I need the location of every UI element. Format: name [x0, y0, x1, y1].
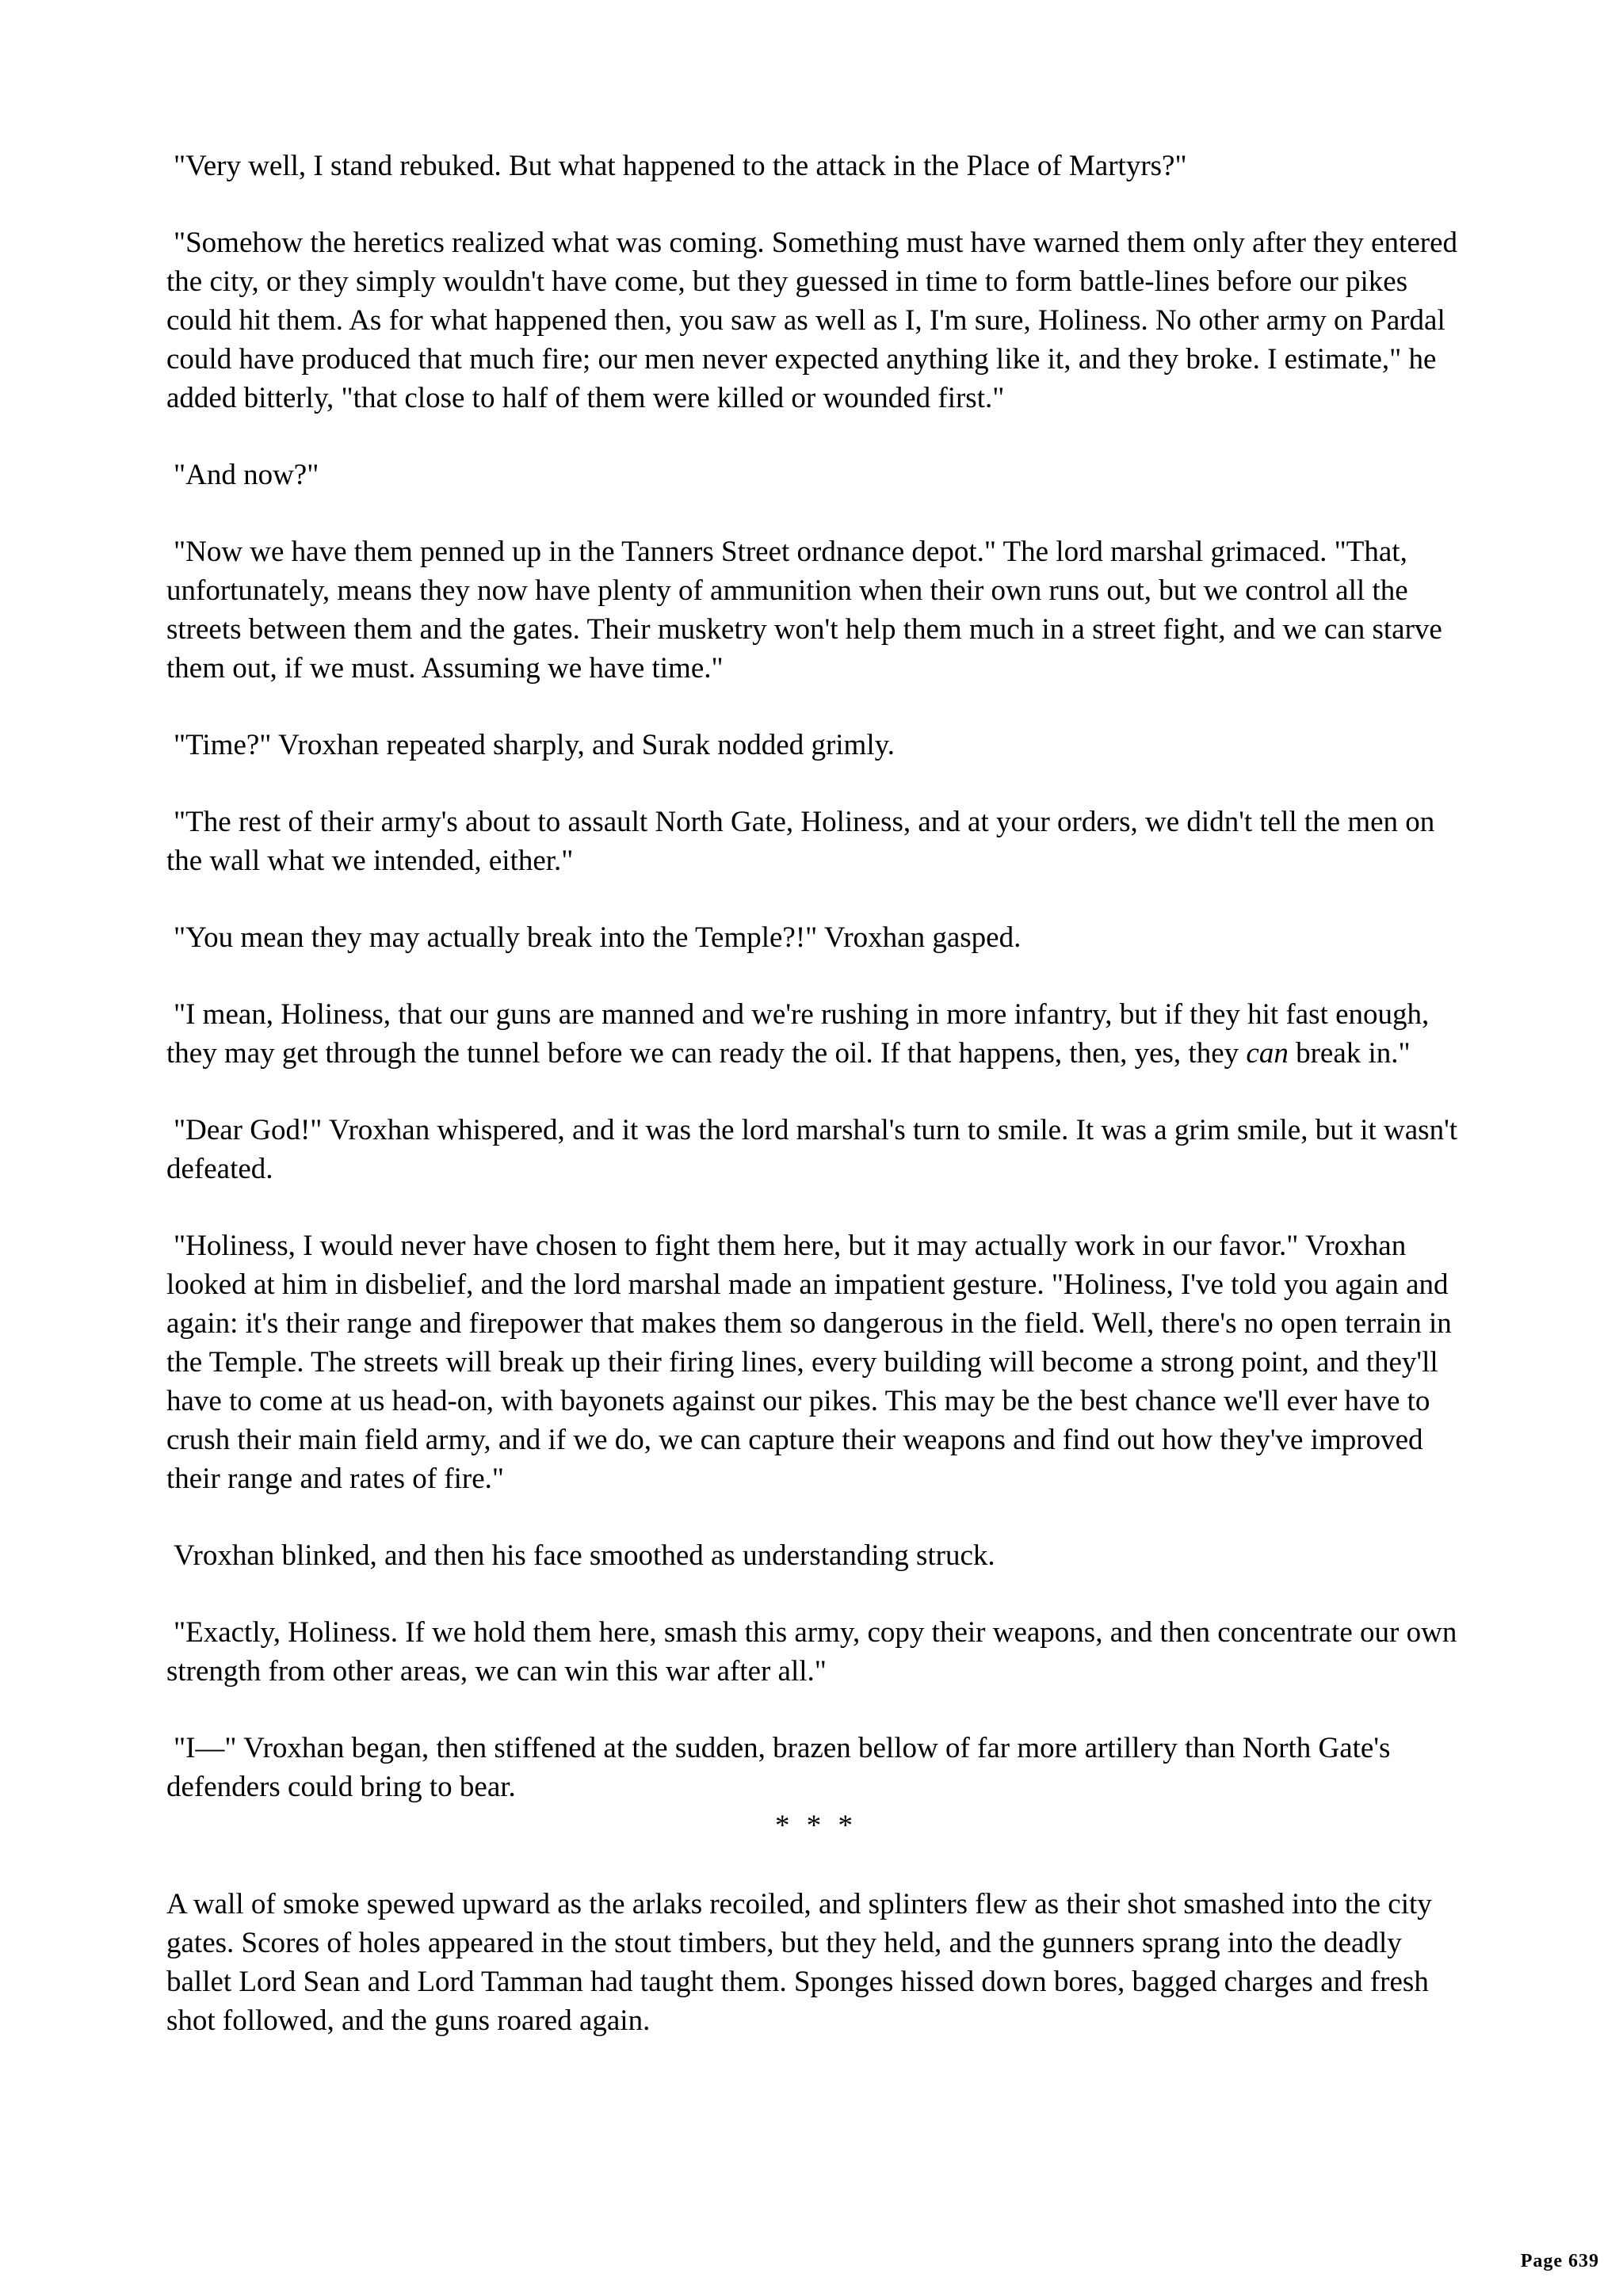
- paragraph-9: "Dear God!" Vroxhan whispered, and it was the lord marshal's turn to smile. It was a grim smile, but it wasn't defeated.: [166, 1114, 1458, 1185]
- paragraph-8: [166, 995, 1466, 1073]
- paragraph-12: "Exactly, Holiness. If we hold them here, smash this army, copy their weapons, and then concentrate our own strength from other areas, we can win this war after all.": [166, 1616, 1457, 1688]
- paragraph-13: "I—" Vroxhan began, then stiffened at the sudden, brazen bellow of far more artillery than North Gate's defenders could bring to bear.: [166, 1732, 1391, 1803]
- paragraph-8-emphasis: can: [1246, 1037, 1289, 1070]
- paragraph-4: "Now we have them penned up in the Tanners Street ordnance depot." The lord marshal grimaced. "That, unfortunately, means they now have plenty of ammunition when their own runs out, but we control all the streets between them and the gates. Their musketry won't help them much in a street fight, and we can starve them out, if we must. Assuming we have time.": [166, 536, 1442, 685]
- paragraph-1: "Very well, I stand rebuked. But what happened to the attack in the Place of Martyrs?": [174, 150, 1187, 182]
- paragraph-10: "Holiness, I would never have chosen to fight them here, but it may actually work in our favor." Vroxhan looked at him in disbelief, and the lord marshal made an impatient gesture. "Holiness, I've told you again and again: it's their range and firepower that makes them so dangerous in the field. Well, there's no open terrain in the Temple. The streets will break up their firing lines, every building will become a strong point, and they'll have to come at us head-on, with bayonets against our pikes. This may be the best chance we'll ever have to crush their main field army, and if we do, we can capture their weapons and find out how they've improved their range and rates of fire.": [166, 1230, 1452, 1495]
- paragraph-7: "You mean they may actually break into the Temple?!" Vroxhan gasped.: [174, 921, 1022, 954]
- paragraph-5: "Time?" Vroxhan repeated sharply, and Surak nodded grimly.: [174, 729, 895, 761]
- paragraph-after-break: A wall of smoke spewed upward as the arlaks recoiled, and splinters flew as their shot smashed into the city gates. Scores of holes appeared in the stout timbers, but they held, and the gunners sprang into the deadly ballet Lord Sean and Lord Tamman had taught them. Sponges hissed down bores, bagged charges and fresh shot followed, and the guns roared again.: [166, 1888, 1432, 2037]
- paragraph-11: Vroxhan blinked, and then his face smoothed as understanding struck.: [174, 1539, 995, 1572]
- page-number: Page 639: [1520, 2251, 1599, 2271]
- scene-break: * * *: [775, 1810, 857, 1842]
- page-body: [166, 147, 1466, 2078]
- paragraph-3: "And now?": [174, 459, 319, 491]
- paragraph-8-before: "I mean, Holiness, that our guns are manned and we're rushing in more infantry, but if they hit fast enough, they may get through the tunnel before we can ready the oil. If that happens, then, yes, they: [166, 998, 1430, 1070]
- paragraph-8-after: break in.": [1288, 1037, 1411, 1070]
- paragraph-6: "The rest of their army's about to assault North Gate, Holiness, and at your orders, we didn't tell the men on the wall what we intended, either.": [166, 806, 1435, 877]
- paragraph-2: "Somehow the heretics realized what was coming. Something must have warned them only after they entered the city, or they simply wouldn't have come, but they guessed in time to form battle-lines before our pikes could hit them. As for what happened then, you saw as well as I, I'm sure, Holiness. No other army on Pardal could have produced that much fire; our men never expected anything like it, and they broke. I estimate," he added bitterly, "that close to half of them were killed or wounded first.": [166, 227, 1457, 414]
